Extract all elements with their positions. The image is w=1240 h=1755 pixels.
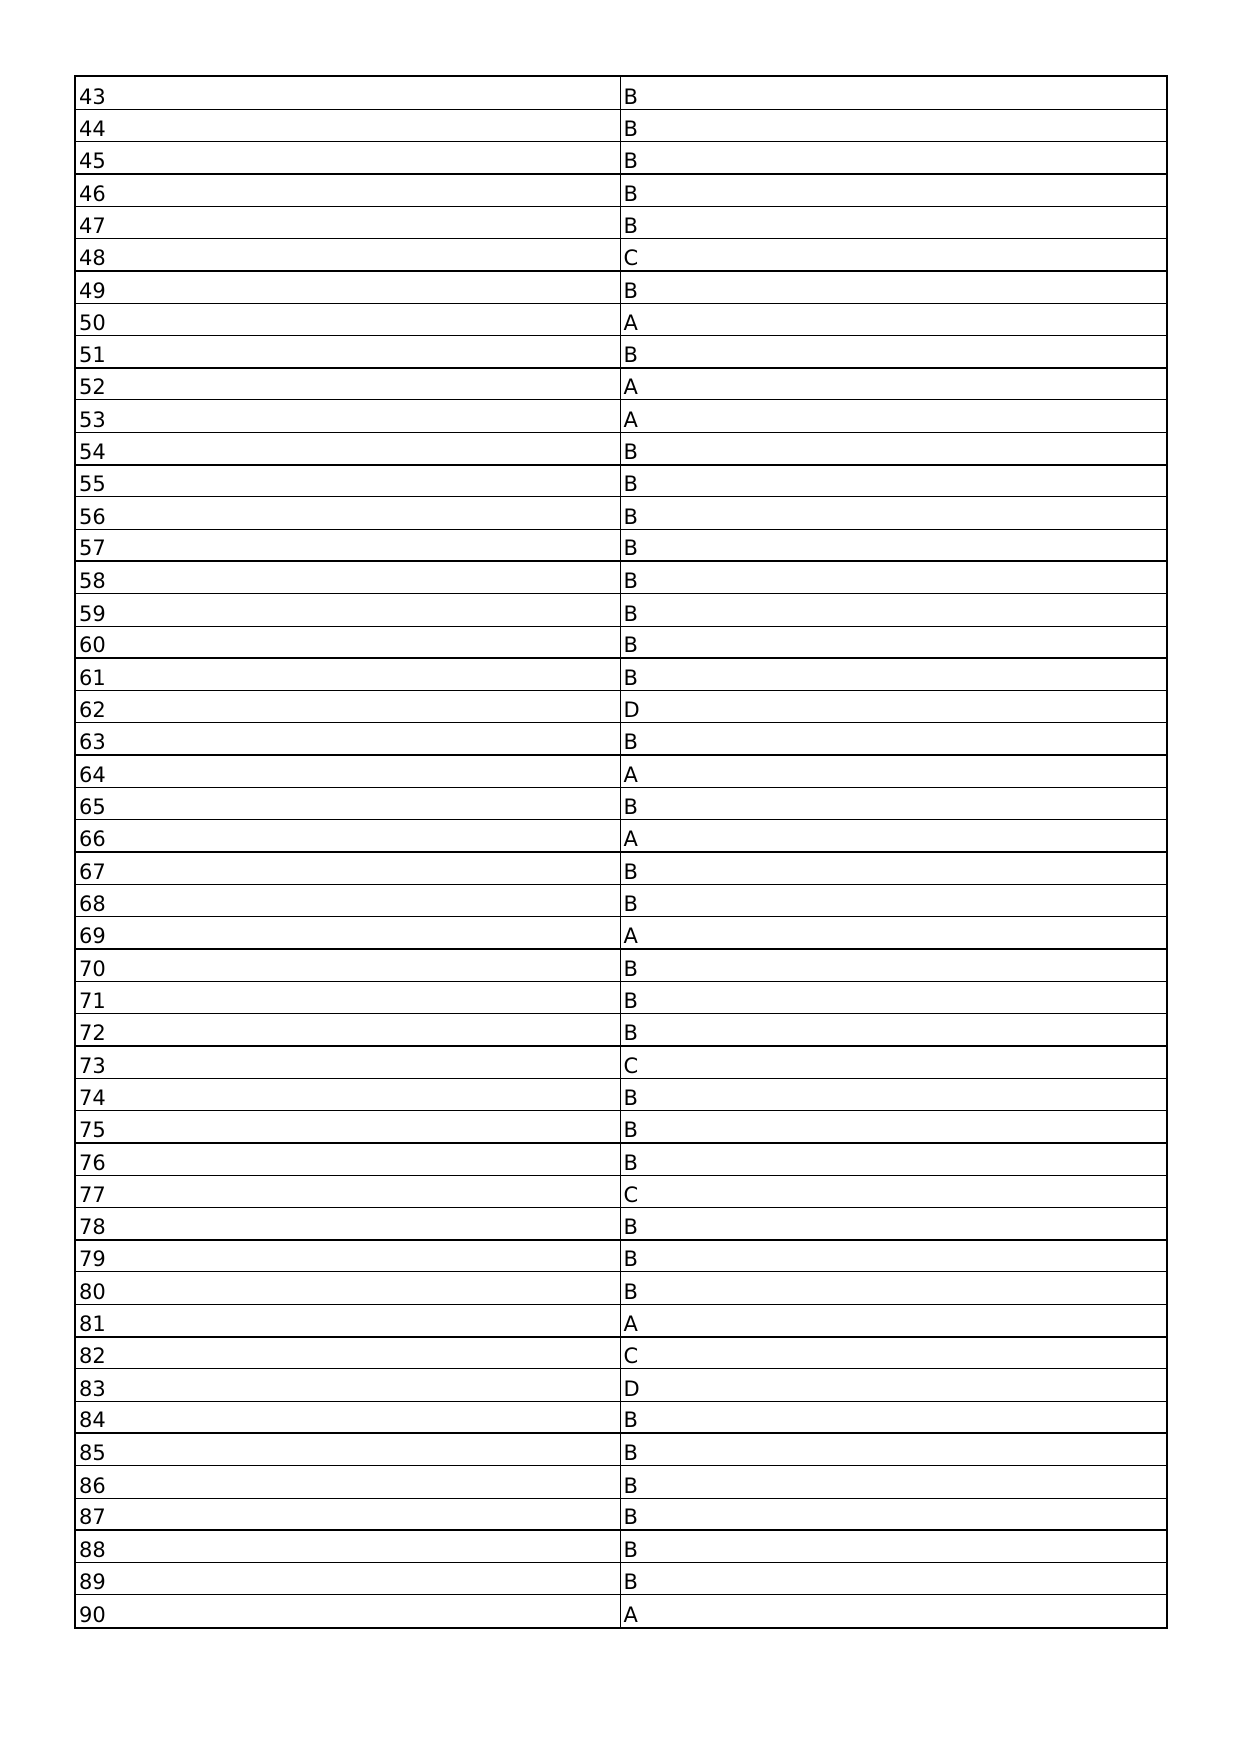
answer-cell: C (620, 238, 1166, 270)
table-row (76, 723, 1166, 755)
question-number-cell: 90 (76, 1595, 620, 1627)
answer-table-frame (74, 75, 1168, 1629)
table-row (76, 303, 1166, 335)
answer-cell: A (620, 820, 1166, 852)
question-number-cell: 67 (76, 852, 620, 884)
answer-cell: B (620, 626, 1166, 658)
table-row (76, 1046, 1166, 1078)
answer-cell: A (620, 1304, 1166, 1336)
answer-cell: B (620, 1240, 1166, 1272)
question-number-cell: 57 (76, 529, 620, 561)
answer-cell: B (620, 1401, 1166, 1433)
answer-cell: D (620, 691, 1166, 723)
table-row (76, 1530, 1166, 1562)
answer-cell: C (620, 1175, 1166, 1207)
table-row (76, 884, 1166, 916)
table-row (76, 1143, 1166, 1175)
table-row (76, 1498, 1166, 1530)
answer-cell: A (620, 303, 1166, 335)
answer-cell: B (620, 432, 1166, 464)
table-row (76, 1466, 1166, 1498)
table-row (76, 691, 1166, 723)
table-row (76, 917, 1166, 949)
answer-table (76, 77, 1166, 1627)
question-number-cell: 64 (76, 755, 620, 787)
question-number-cell: 75 (76, 1111, 620, 1143)
table-row (76, 1175, 1166, 1207)
question-number-cell: 47 (76, 206, 620, 238)
answer-cell: B (620, 1563, 1166, 1595)
answer-cell: B (620, 1466, 1166, 1498)
question-number-cell: 61 (76, 658, 620, 690)
question-number-cell: 43 (76, 77, 620, 109)
question-number-cell: 76 (76, 1143, 620, 1175)
table-row (76, 238, 1166, 270)
table-row (76, 755, 1166, 787)
question-number-cell: 70 (76, 949, 620, 981)
question-number-cell: 87 (76, 1498, 620, 1530)
answer-table-body (76, 77, 1166, 1627)
answer-cell: D (620, 1369, 1166, 1401)
table-row (76, 1240, 1166, 1272)
answer-cell: B (620, 884, 1166, 916)
table-row (76, 1433, 1166, 1465)
table-row (76, 1014, 1166, 1046)
table-row (76, 1369, 1166, 1401)
answer-cell: B (620, 788, 1166, 820)
question-number-cell: 48 (76, 238, 620, 270)
answer-cell: B (620, 497, 1166, 529)
question-number-cell: 78 (76, 1207, 620, 1239)
question-number-cell: 77 (76, 1175, 620, 1207)
answer-cell: B (620, 77, 1166, 109)
question-number-cell: 68 (76, 884, 620, 916)
table-row (76, 206, 1166, 238)
question-number-cell: 88 (76, 1530, 620, 1562)
answer-cell: C (620, 1337, 1166, 1369)
question-number-cell: 60 (76, 626, 620, 658)
answer-cell: B (620, 529, 1166, 561)
question-number-cell: 66 (76, 820, 620, 852)
table-row (76, 1078, 1166, 1110)
table-row (76, 852, 1166, 884)
answer-cell: A (623, 1603, 638, 1628)
answer-cell: B (620, 109, 1166, 141)
question-number-cell: 54 (76, 432, 620, 464)
answer-cell: B (620, 1078, 1166, 1110)
question-number-cell: 49 (76, 271, 620, 303)
answer-cell: A (620, 755, 1166, 787)
question-number-cell: 55 (76, 465, 620, 497)
table-row (76, 174, 1166, 206)
table-row (76, 497, 1166, 529)
table-row (76, 1595, 1166, 1627)
question-number-cell: 81 (76, 1304, 620, 1336)
question-number-cell: 59 (76, 594, 620, 626)
question-number-cell: 82 (76, 1337, 620, 1369)
table-row (76, 981, 1166, 1013)
table-row (76, 561, 1166, 593)
answer-cell: B (620, 465, 1166, 497)
answer-cell: B (620, 335, 1166, 367)
question-number-cell: 83 (76, 1369, 620, 1401)
answer-cell: A (620, 368, 1166, 400)
question-number-cell: 84 (76, 1401, 620, 1433)
table-row (76, 335, 1166, 367)
question-number-cell: 46 (76, 174, 620, 206)
table-row (76, 820, 1166, 852)
table-row (76, 77, 1166, 109)
table-row (76, 949, 1166, 981)
question-number-cell: 74 (76, 1078, 620, 1110)
table-row (76, 142, 1166, 174)
question-number-cell: 63 (76, 723, 620, 755)
table-row (76, 432, 1166, 464)
answer-cell: B (620, 1014, 1166, 1046)
answer-cell: B (620, 981, 1166, 1013)
answer-cell: C (620, 1046, 1166, 1078)
answer-cell: B (620, 174, 1166, 206)
table-row (76, 1563, 1166, 1595)
question-number-cell: 85 (76, 1433, 620, 1465)
question-number-cell: 58 (76, 561, 620, 593)
question-number-cell: 56 (76, 497, 620, 529)
table-row (76, 658, 1166, 690)
question-number-cell: 73 (76, 1046, 620, 1078)
answer-cell: B (620, 142, 1166, 174)
question-number-cell: 89 (76, 1563, 620, 1595)
table-row (76, 1111, 1166, 1143)
table-row (76, 1401, 1166, 1433)
question-number-cell: 72 (76, 1014, 620, 1046)
question-number-cell: 80 (76, 1272, 620, 1304)
table-row (76, 1337, 1166, 1369)
answer-cell: B (620, 1530, 1166, 1562)
answer-cell: B (620, 1272, 1166, 1304)
question-number-cell: 65 (76, 788, 620, 820)
answer-cell: B (620, 594, 1166, 626)
table-row (76, 465, 1166, 497)
table-row (76, 626, 1166, 658)
table-row (76, 788, 1166, 820)
answer-cell: B (620, 1498, 1166, 1530)
table-row (76, 1207, 1166, 1239)
answer-cell: B (620, 852, 1166, 884)
answer-cell: B (620, 1207, 1166, 1239)
answer-cell: B (620, 206, 1166, 238)
table-row (76, 1304, 1166, 1336)
question-number-cell: 69 (76, 917, 620, 949)
answer-cell: B (620, 1433, 1166, 1465)
table-row (76, 1272, 1166, 1304)
question-number-cell: 45 (76, 142, 620, 174)
answer-cell: B (620, 1111, 1166, 1143)
table-row (76, 529, 1166, 561)
table-row (76, 109, 1166, 141)
answer-cell: B (620, 271, 1166, 303)
answer-cell: B (620, 561, 1166, 593)
answer-cell: B (620, 723, 1166, 755)
answer-cell: B (620, 658, 1166, 690)
table-row (76, 594, 1166, 626)
question-number-cell: 62 (76, 691, 620, 723)
question-number-cell: 71 (76, 981, 620, 1013)
question-number-cell: 52 (76, 368, 620, 400)
answer-cell: A (620, 917, 1166, 949)
question-number-cell: 50 (76, 303, 620, 335)
answer-cell: B (620, 1143, 1166, 1175)
table-row (76, 400, 1166, 432)
question-number-cell: 79 (76, 1240, 620, 1272)
question-number-cell: 53 (76, 400, 620, 432)
answer-cell: B (620, 949, 1166, 981)
question-number-cell: 51 (76, 335, 620, 367)
table-row (76, 271, 1166, 303)
answer-cell: A (620, 400, 1166, 432)
question-number-cell: 44 (76, 109, 620, 141)
question-number-cell: 86 (76, 1466, 620, 1498)
table-row (76, 368, 1166, 400)
